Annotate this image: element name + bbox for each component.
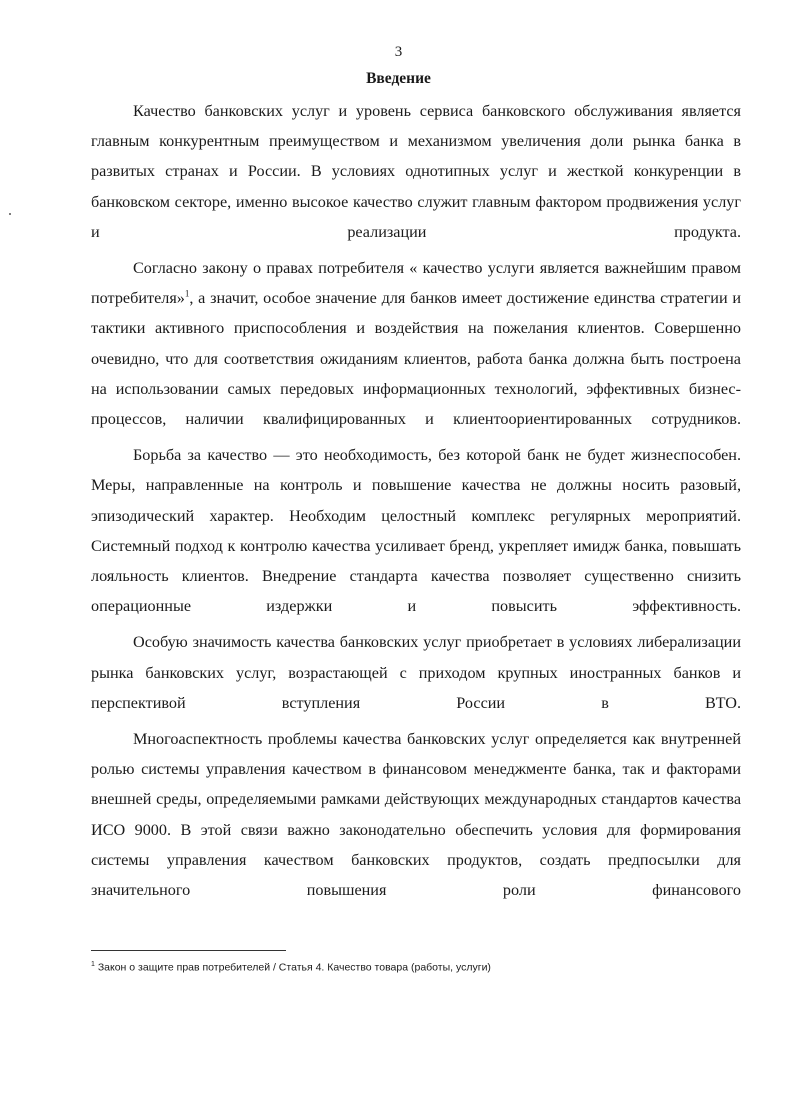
text-line: либерализации рынка банковских услуг, возрастающей с приходом крупных — [91, 633, 741, 682]
text-line: обеспечить условия для формирования системы управления качеством банковских — [91, 820, 742, 869]
text-line: эффективность. — [632, 597, 741, 616]
text-line: единства стратегии и тактики активного приспособления и воздействия на — [91, 289, 742, 338]
text-line: регулярных мероприятий. Системный подход к контролю качества усиливает бренд, — [91, 506, 742, 555]
page-number: 3 — [394, 44, 403, 60]
text-line: иностранных банков и перспективой вступления России в ВТО. — [91, 663, 741, 712]
section-heading: Введение — [366, 70, 431, 87]
text-line: продуктов, создать предпосылки для значительного повышения роли финансового — [91, 850, 741, 900]
text-line: международных стандартов качества ИСО 9000. В этой связи важно законодательно — [91, 790, 742, 839]
text-line: клиентов, работа банка должна быть построена на использовании самых передовых — [91, 349, 741, 398]
paragraph-5 — [91, 724, 741, 905]
text-line: укрепляет имидж банка, повышать лояльность клиентов. Внедрение стандарта — [91, 536, 741, 586]
text-line: Борьба за качество — это необходимость, без которой банк не будет — [133, 446, 625, 465]
text-line: Особую значимость качества банковских услуг приобретает в условиях — [133, 633, 633, 652]
scan-speck — [9, 213, 11, 215]
text-line: качества позволяет существенно снизить операционные издержки и повысить — [91, 567, 742, 616]
footnote-number: 1 — [91, 961, 95, 968]
paragraph-3 — [91, 440, 741, 621]
text-line: фактором продвижения услуг и реализации продукта. — [91, 192, 742, 241]
body-text — [91, 96, 741, 905]
text-line: носить разовый, эпизодический характер. Необходим целостный комплекс — [91, 476, 742, 525]
text-line: банка, так и факторами внешней среды, определяемыми рамками действующих — [91, 760, 742, 809]
paragraph-1 — [91, 96, 741, 247]
text-line: конкуренции в банковском секторе, именно высокое качество служит главным — [91, 162, 741, 211]
text-line: является главным конкурентным преимуществом и механизмом увеличения доли — [91, 102, 741, 151]
text-line: , а значит, особое значение для банков имеет достижение — [189, 289, 590, 308]
text-line: рынка банка в развитых странах и России. В условиях однотипных услуг и жесткой — [91, 132, 742, 181]
text-line: правом потребителя» — [91, 259, 741, 308]
text-line: квалифицированных и клиентоориентированных сотрудников. — [262, 410, 741, 429]
footnote-divider — [91, 950, 286, 951]
text-line: пожелания клиентов. Совершенно очевидно, что для соответствия ожиданиям — [91, 319, 742, 368]
paragraph-4 — [91, 627, 741, 718]
paragraph-2 — [91, 253, 741, 434]
text-line: внутренней ролью системы управления качеством в финансовом менеджменте — [91, 730, 742, 779]
text-line: жизнеспособен. Меры, направленные на контроль и повышение качества не должны — [91, 446, 741, 495]
footnote — [91, 961, 741, 974]
footnote-text: Закон о защите прав потребителей / Статья 4. Качество товара (работы, услуги) — [97, 961, 491, 974]
text-line: Качество банковских услуг и уровень сервиса банковского обслуживания — [133, 102, 673, 120]
footnote-reference[interactable]: 1 — [184, 288, 190, 299]
text-line: информационных технологий, эффективных бизнес-процессов, наличии — [91, 379, 741, 429]
text-line: Согласно закону о правах потребителя « качество услуги является важнейшим — [133, 259, 687, 278]
text-line: Многоаспектность проблемы качества банковских услуг определяется как — [133, 730, 656, 749]
